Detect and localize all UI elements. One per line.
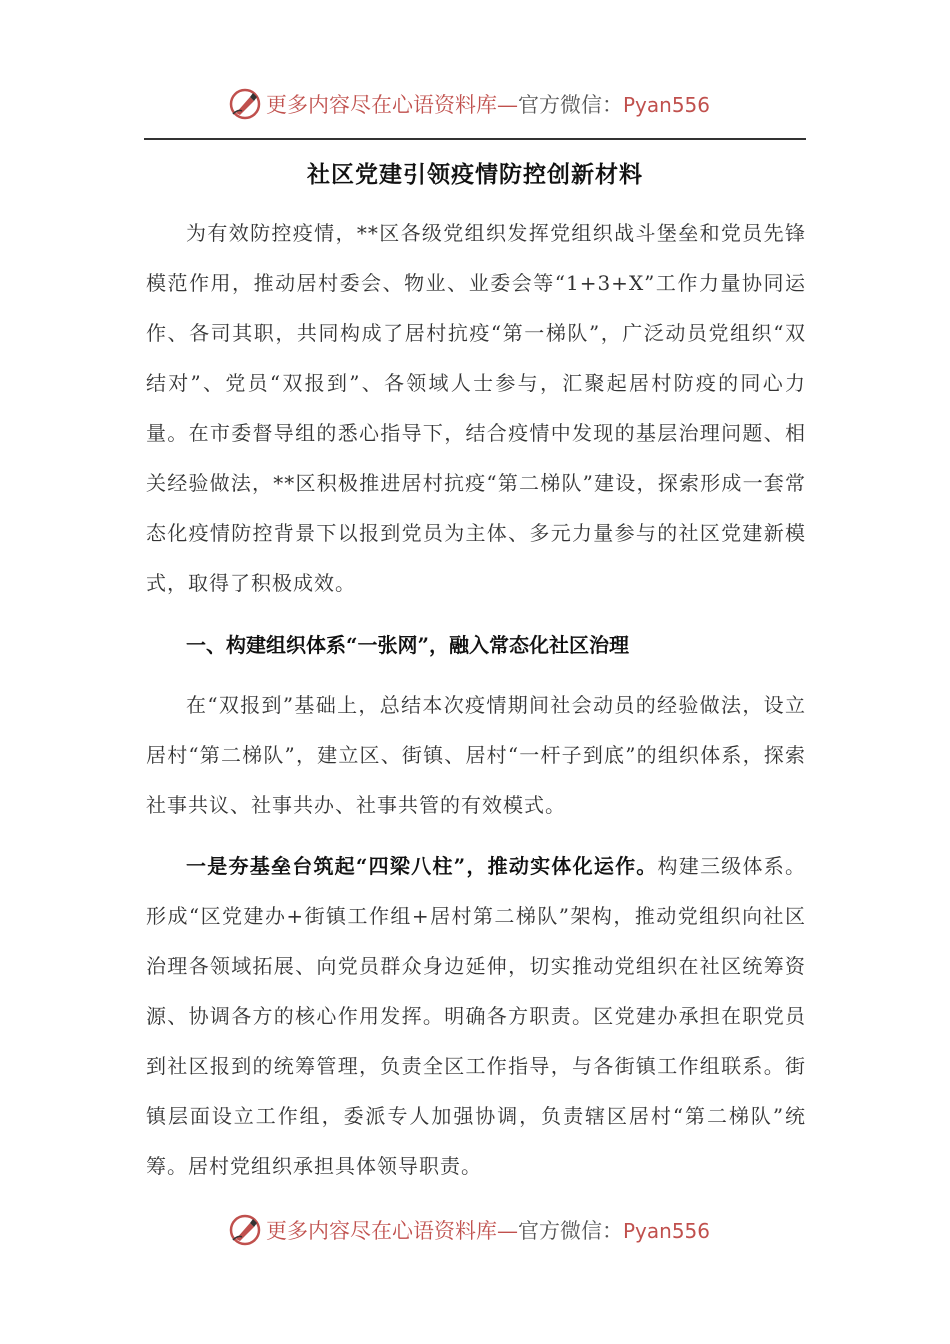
banner-text: 更多内容尽在心语资料库—官方微信：Pyan556	[266, 1219, 711, 1243]
item-1-paragraph	[146, 841, 806, 1191]
section-1-paragraph: 在“双报到”基础上，总结本次疫情期间社会动员的经验做法，设立居村“第二梯队”，建立区、街镇、居村“一杆子到底”的组织体系，探索社事共议、社事共办、社事共管的有效模式。	[146, 693, 806, 817]
section-heading-1: 一、构建组织体系“一张网”，融入常态化社区治理	[186, 633, 630, 657]
footer-banner	[228, 1210, 728, 1250]
pen-logo-icon	[228, 1213, 262, 1247]
header-banner	[228, 84, 728, 124]
banner-text: 更多内容尽在心语资料库—官方微信：Pyan556	[266, 93, 711, 117]
document-title: 社区党建引领疫情防控创新材料	[307, 161, 643, 188]
pen-logo-icon	[228, 87, 262, 121]
intro-paragraph: 为有效防控疫情，**区各级党组织发挥党组织战斗堡垒和党员先锋模范作用，推动居村委会、物业、业委会等“1+3+X”工作力量协同运作、各司其职，共同构成了居村抗疫“第一梯队”，广泛动员党组织“双结对”、党员“双报到”、各领域人士参与，汇聚起居村防疫的同心力量。在市委督导组的悉心指导下，结合疫情中发现的基层治理问题、相关经验做法，**区积极推进居村抗疫“第二梯队”建设，探索形成一套常态化疫情防控背景下以报到党员为主体、多元力量参与的社区党建新模式，取得了积极成效。	[146, 221, 806, 595]
header-divider	[144, 138, 806, 140]
item-1-lead: 一是夯基垒台筑起“四梁八柱”，推动实体化运作。	[186, 854, 658, 878]
item-1-body: 构建三级体系。形成“区党建办+街镇工作组+居村第二梯队”架构，推动党组织向社区治理各领域拓展、向党员群众身边延伸，切实推动党组织在社区统筹资源、协调各方的核心作用发挥。明确各方职责。区党建办承担在职党员到社区报到的统筹管理，负责全区工作指导，与各街镇工作组联系。街镇层面设立工作组，委派专人加强协调，负责辖区居村“第二梯队”统筹。居村党组织承担具体领导职责。	[146, 854, 806, 1178]
